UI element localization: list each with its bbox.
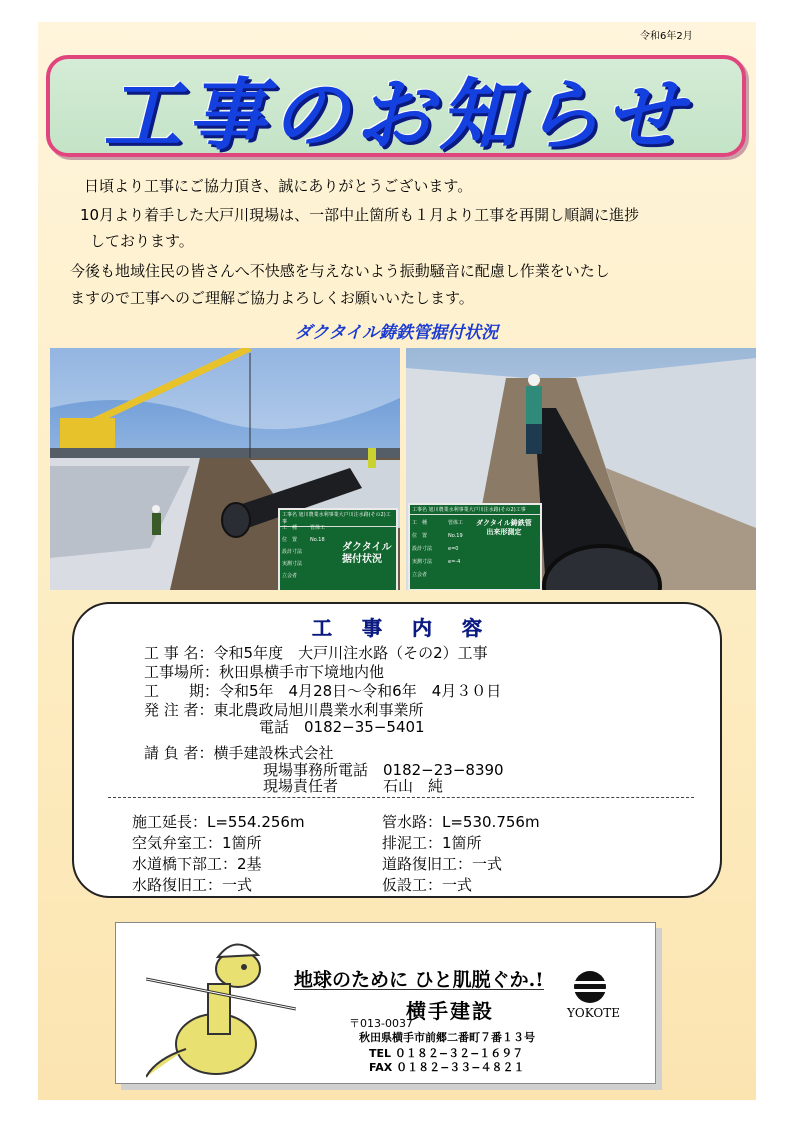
project-name: 工 事 名：令和5年度 大戸川注水路（その2）工事 bbox=[144, 644, 488, 662]
board-caption: ダクタイル 据付状況 bbox=[342, 542, 392, 565]
slogan: 地球のために ひと肌脱ぐか.! bbox=[294, 969, 544, 991]
spec-item: 水路復旧工：一式 bbox=[132, 876, 253, 894]
board-row-label: 立会者 bbox=[412, 572, 428, 578]
board-row-value: No.19 bbox=[448, 533, 463, 539]
company-address: 秋田県横手市前郷二番町７番１３号 bbox=[359, 1031, 535, 1044]
project-location: 工事場所：秋田県横手市下境地内他 bbox=[144, 663, 385, 681]
board-row-value: 管体工 bbox=[448, 520, 464, 526]
spec-item: 道路復旧工：一式 bbox=[382, 855, 503, 873]
board-row-label: 設計寸法 bbox=[282, 549, 303, 555]
board-row-value: e=0 bbox=[448, 546, 459, 552]
board-row-label: 実測寸法 bbox=[282, 561, 303, 567]
board-header: 工事名 旭川農業水利事業大戸川注水路(その2)工事 bbox=[410, 505, 540, 515]
intro-line-5: ますので工事へのご理解ご協力よろしくお願いいたします。 bbox=[70, 289, 474, 307]
board-row-label: 位 置 bbox=[282, 537, 298, 543]
company-name: 横手建設 bbox=[406, 999, 494, 1023]
postal-code: 〒013-0037 bbox=[349, 1017, 413, 1030]
spec-item: 管水路：L=530.756m bbox=[382, 813, 540, 831]
board-values bbox=[448, 517, 463, 569]
board-row-value: e=-4 bbox=[448, 559, 461, 565]
board-row-label: 工 種 bbox=[412, 520, 428, 526]
board-row-value: 管体工 bbox=[310, 525, 326, 531]
site-office-phone: 現場事務所電話 0182−23−8390 bbox=[263, 761, 504, 779]
project-contractor: 請 負 者：横手建設株式会社 bbox=[144, 744, 334, 762]
dinosaur-mascot-icon bbox=[146, 929, 296, 1079]
spec-item: 施工延長：L=554.256m bbox=[132, 813, 305, 831]
intro-line-3: しております。 bbox=[90, 232, 194, 250]
board-row-label: 設計寸法 bbox=[412, 546, 433, 552]
company-footer bbox=[115, 922, 656, 1084]
project-period: 工 期：令和5年 4月28日～令和6年 4月３０日 bbox=[144, 682, 502, 700]
company-logo-text: YOKOTE bbox=[567, 1006, 621, 1020]
board-row-label: 立会者 bbox=[282, 573, 298, 579]
divider bbox=[108, 797, 694, 798]
spec-item: 仮設工：一式 bbox=[382, 876, 473, 894]
site-manager: 現場責任者 石山 純 bbox=[263, 777, 444, 795]
project-client: 発 注 者：東北農政局旭川農業水利事業所 bbox=[144, 701, 424, 719]
project-details-box bbox=[72, 602, 722, 898]
spec-item: 水道橋下部工：2基 bbox=[132, 855, 262, 873]
board-row-label: 実測寸法 bbox=[412, 559, 433, 565]
board-caption: ダクタイル鋳鉄管 出来形測定 bbox=[476, 519, 532, 536]
company-fax: FAX ０１８２−３３−４８２１ bbox=[369, 1061, 525, 1074]
specs-left bbox=[132, 812, 305, 896]
site-board-right bbox=[408, 503, 542, 590]
title-banner bbox=[46, 55, 746, 161]
project-details-title: 工事内容 bbox=[312, 616, 512, 640]
slogan-underline bbox=[294, 989, 544, 990]
board-row-value: No.18 bbox=[310, 537, 325, 543]
specs-right bbox=[382, 812, 540, 896]
board-values bbox=[310, 522, 325, 546]
intro-line-2: 10月より着手した大戸川現場は、一部中止箇所も１月より工事を再開し順調に進捗 bbox=[80, 206, 640, 224]
intro-line-4: 今後も地域住民の皆さんへ不快感を与えないよう振動騒音に配慮し作業をいたし bbox=[70, 262, 610, 280]
banner-title: 工事のお知らせ bbox=[103, 70, 689, 161]
board-row-label: 工 種 bbox=[282, 525, 298, 531]
company-logo-icon bbox=[572, 969, 608, 1005]
site-board-left bbox=[278, 508, 398, 590]
board-row-label: 位 置 bbox=[412, 533, 428, 539]
issue-date: 令和6年2月 bbox=[640, 31, 693, 42]
photo-section-title: ダクタイル鋳鉄管据付状況 bbox=[294, 323, 499, 343]
photo-pipe-installation bbox=[50, 348, 400, 590]
spec-item: 空気弁室工：1箇所 bbox=[132, 834, 262, 852]
company-tel: TEL ０１８２−３２−１６９７ bbox=[369, 1047, 524, 1060]
photo-pipe-measurement bbox=[406, 348, 756, 590]
board-header: 工事名 旭川農業水利事業大戸川注水路(その2)工事 bbox=[280, 510, 396, 527]
client-phone: 電話 0182−35−5401 bbox=[259, 718, 425, 736]
spec-item: 排泥工：1箇所 bbox=[382, 834, 482, 852]
board-rows bbox=[412, 517, 452, 582]
intro-line-1: 日頃より工事にご協力頂き、誠にありがとうございます。 bbox=[84, 177, 473, 195]
